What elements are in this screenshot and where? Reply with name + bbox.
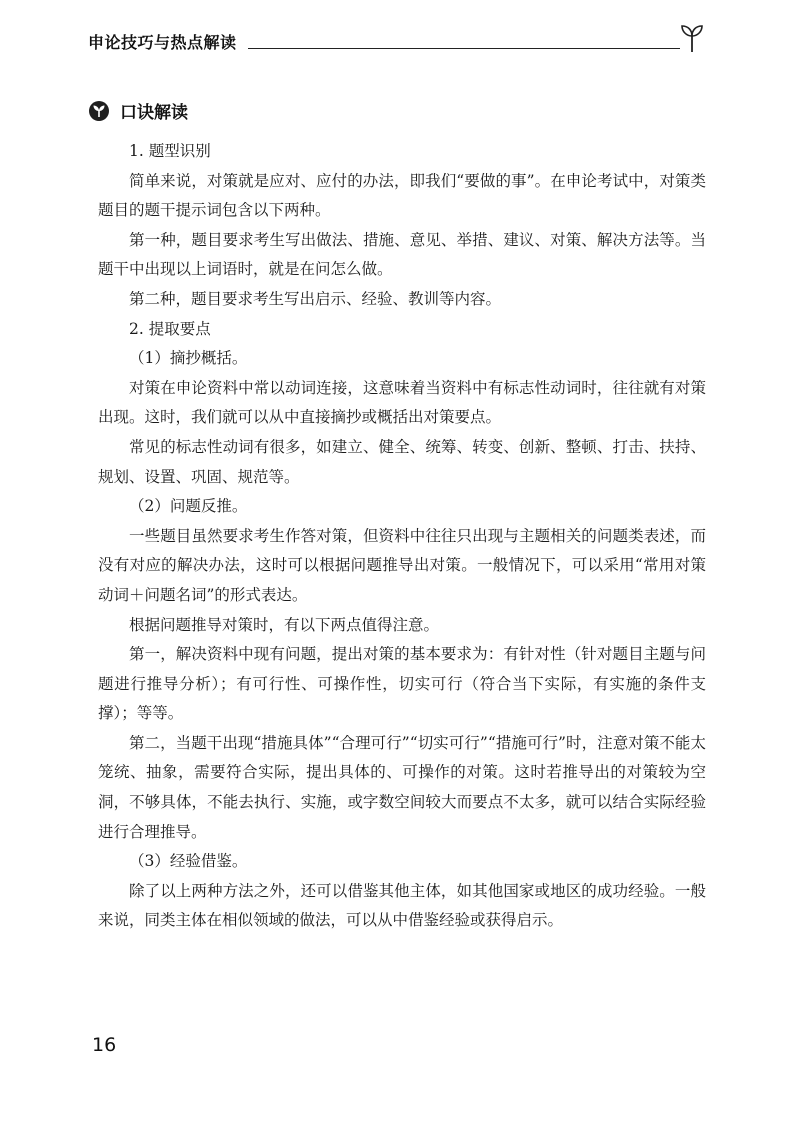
running-header-title: 申论技巧与热点解读	[88, 33, 237, 52]
paragraph: 第一，解决资料中现有问题，提出对策的基本要求为：有针对性（针对题目主题与问题进行推导分析）；有可行性、可操作性，切实可行（符合当下实际，有实施的条件支撑）；等等。	[98, 645, 706, 723]
paragraph: 第二种，题目要求考生写出启示、经验、教训等内容。	[129, 289, 502, 308]
header-rule	[248, 48, 680, 49]
paragraph: 第一种，题目要求考生写出做法、措施、意见、举措、建议、对策、解决方法等。当题干中出现以上词语时，就是在问怎么做。	[98, 230, 706, 279]
paragraph: 常见的标志性动词有很多，如建立、健全、统筹、转变、创新、整顿、打击、扶持、规划、设置、巩固、规范等。	[98, 437, 706, 486]
subheading-experience-reference: （3）经验借鉴。	[129, 852, 248, 871]
page-number: 16	[92, 1034, 117, 1056]
paragraph: 简单来说，对策就是应对、应付的办法，即我们“要做的事”。在申论考试中，对策类题目的题干提示词包含以下两种。	[98, 171, 706, 220]
paragraph: 对策在申论资料中常以动词连接，这意味着当资料中有标志性动词时，往往就有对策出现。这时，我们就可以从中直接摘抄或概括出对策要点。	[98, 378, 706, 427]
paragraph: 第二，当题干出现“措施具体”“合理可行”“切实可行”“措施可行”时，注意对策不能太笼统、抽象，需要符合实际，提出具体的、可操作的对策。这时若推导出的对策较为空洞，不够具体，不能去执行、实施，或字数空间较大而要点不太多，就可以结合实际经验进行合理推导。	[98, 733, 706, 841]
section-title: 口诀解读	[120, 103, 188, 123]
subheading-type-identification: 1. 题型识别	[129, 142, 211, 160]
subheading-extract-points: 2. 提取要点	[129, 319, 211, 338]
section-heading	[88, 98, 188, 123]
body-text	[98, 137, 706, 936]
sprout-badge-icon	[88, 100, 110, 122]
paragraph: 一些题目虽然要求考生作答对策，但资料中往往只出现与主题相关的问题类表述，而没有对应的解决办法，这时可以根据问题推导出对策。一般情况下，可以采用“常用对策动词＋问题名词”的形式表达。	[98, 526, 706, 604]
paragraph: 根据问题推导对策时，有以下两点值得注意。	[129, 615, 440, 634]
subheading-excerpt-summary: （1）摘抄概括。	[129, 349, 248, 368]
paragraph: 除了以上两种方法之外，还可以借鉴其他主体，如其他国家或地区的成功经验。一般来说，同类主体在相似领域的做法，可以从中借鉴经验或获得启示。	[98, 881, 706, 930]
sprout-icon	[676, 22, 708, 54]
subheading-problem-inference: （2）问题反推。	[129, 497, 248, 516]
